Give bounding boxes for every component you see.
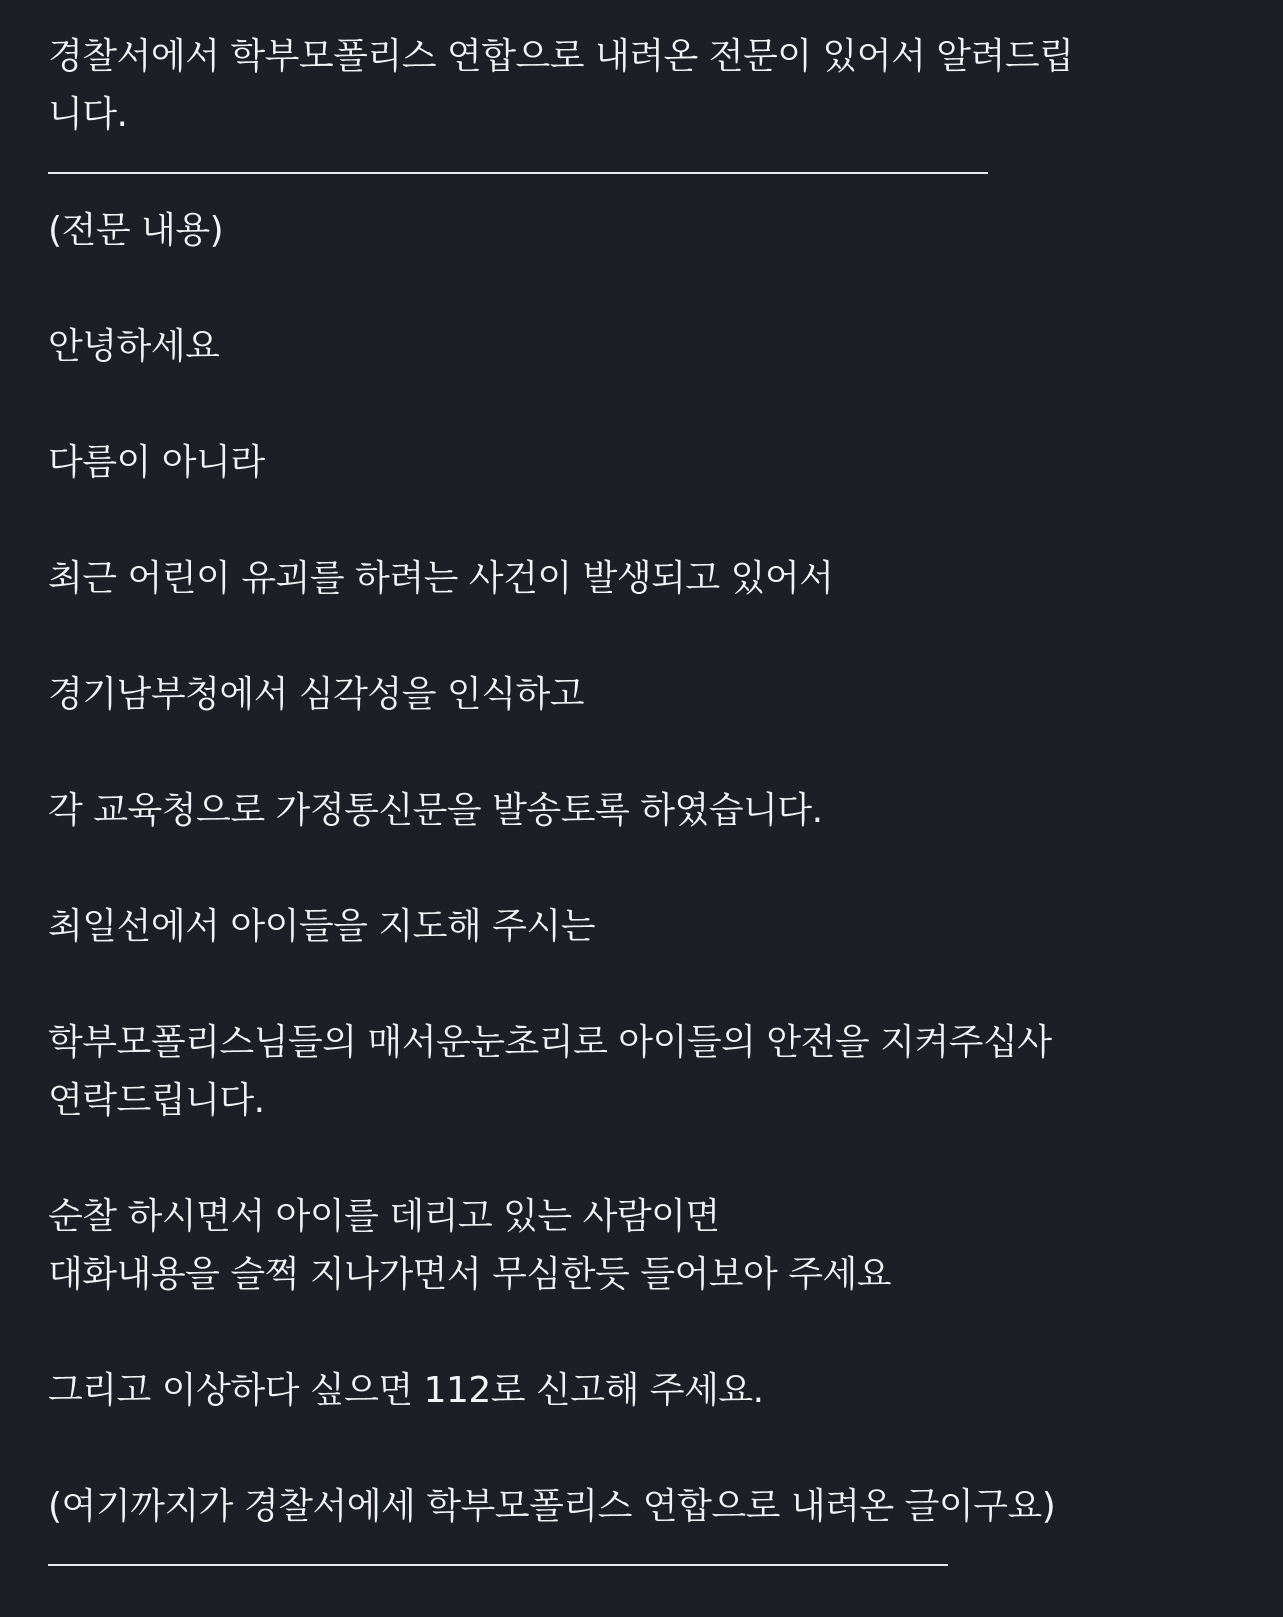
spacer: [48, 956, 1248, 1014]
divider-bottom: [48, 1536, 1248, 1594]
paragraph-6-line-2: 연락드립니다.: [48, 1080, 265, 1121]
message-body: [48, 28, 1248, 1594]
divider-top: [48, 144, 1248, 202]
quote-heading: (전문 내용): [48, 210, 224, 251]
spacer: [48, 376, 1248, 434]
paragraph-3: 경기남부청에서 심각성을 인식하고: [48, 674, 585, 715]
spacer: [48, 608, 1248, 666]
paragraph-1: 다름이 아니라: [48, 442, 265, 483]
paragraph-7-line-1: 순찰 하시면서 아이를 데리고 있는 사람이면: [48, 1196, 720, 1237]
spacer: [48, 492, 1248, 550]
spacer: [48, 724, 1248, 782]
intro-line-1: 경찰서에서 학부모폴리스 연합으로 내려온 전문이 있어서 알려드립: [48, 36, 1074, 77]
intro-line-2: 니다.: [48, 94, 128, 135]
closing-note: (여기까지가 경찰서에세 학부모폴리스 연합으로 내려온 글이구요): [48, 1486, 1056, 1527]
greeting-text: 안녕하세요: [48, 326, 220, 367]
spacer: [48, 1420, 1248, 1478]
spacer: [48, 1130, 1248, 1188]
paragraph-4: 각 교육청으로 가정통신문을 발송토록 하였습니다.: [48, 790, 823, 831]
spacer: [48, 840, 1248, 898]
spacer: [48, 1304, 1248, 1362]
paragraph-2: 최근 어린이 유괴를 하려는 사건이 발생되고 있어서: [48, 558, 834, 599]
paragraph-6-line-1: 학부모폴리스님들의 매서운눈초리로 아이들의 안전을 지켜주십사: [48, 1022, 1052, 1063]
paragraph-8: 그리고 이상하다 싶으면 112로 신고해 주세요.: [48, 1370, 764, 1411]
paragraph-7-line-2: 대화내용을 슬쩍 지나가면서 무심한듯 들어보아 주세요: [48, 1254, 892, 1295]
spacer: [48, 260, 1248, 318]
paragraph-5: 최일선에서 아이들을 지도해 주시는: [48, 906, 595, 947]
